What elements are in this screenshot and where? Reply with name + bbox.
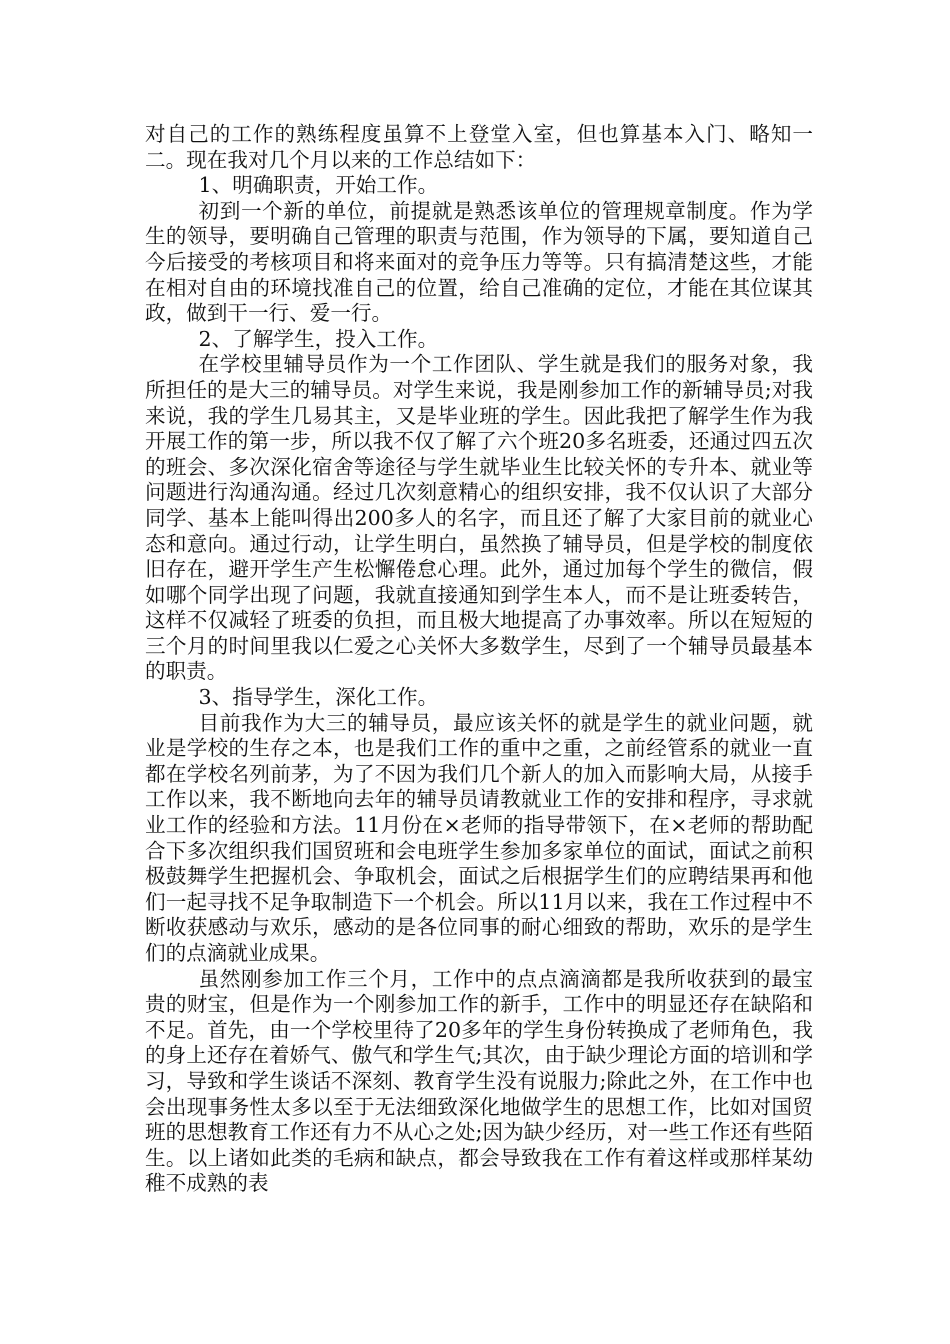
document-body [145, 122, 813, 1197]
body-paragraph: 初到一个新的单位，前提就是熟悉该单位的管理规章制度。作为学生的领导，要明确自己管理的职责与范围，作为领导的下属，要知道自己今后接受的考核项目和将来面对的竞争压力等等。只有搞清楚这些，才能在相对自由的环境找准自己的位置，给自己准确的定位，才能在其位谋其政，做到干一行、爱一行。 [145, 198, 813, 326]
intro-paragraph: 对自己的工作的熟练程度虽算不上登堂入室，但也算基本入门、略知一二。现在我对几个月以来的工作总结如下： [145, 122, 813, 172]
section-heading-1: 1、明确职责，开始工作。 [198, 173, 439, 198]
body-paragraph: 虽然刚参加工作三个月，工作中的点点滴滴都是我所收获到的最宝贵的财宝，但是作为一个刚参加工作的新手，工作中的明显还存在缺陷和不足。首先，由一个学校里待了20多年的学生身份转换成了老师角色，我的身上还存在着娇气、傲气和学生气;其次，由于缺少理论方面的培训和学习，导致和学生谈话不深刻、教育学生没有说服力;除此之外，在工作中也会出现事务性太多以至于无法细致深化地做学生的思想工作，比如对国贸班的思想教育工作还有力不从心之处;因为缺少经历，对一些工作还有些陌生。以上诸如此类的毛病和缺点，都会导致我在工作有着这样或那样某幼稚不成熟的表 [145, 966, 813, 1196]
section-heading-3: 3、指导学生，深化工作。 [198, 685, 439, 710]
section-heading-2: 2、了解学生，投入工作。 [198, 326, 439, 351]
body-paragraph: 在学校里辅导员作为一个工作团队、学生就是我们的服务对象，我所担任的是大三的辅导员。对学生来说，我是刚参加工作的新辅导员;对我来说，我的学生几易其主，又是毕业班的学生。因此我把了解学生作为我开展工作的第一步，所以我不仅了解了六个班20多名班委，还通过四五次的班会、多次深化宿舍等途径与学生就毕业生比较关怀的专升本、就业等问题进行沟通沟通。经过几次刻意精心的组织安排，我不仅认识了大部分同学、基本上能叫得出200多人的名字，而且还了解了大家目前的就业心态和意向。通过行动，让学生明白，虽然换了辅导员，但是学校的制度依旧存在，避开学生产生松懈倦怠心理。此外，通过加每个学生的微信，假如哪个同学出现了问题，我就直接通知到学生本人，而不是让班委转告，这样不仅减轻了班委的负担，而且极大地提高了办事效率。所以在短短的三个月的时间里我以仁爱之心关怀大多数学生，尽到了一个辅导员最基本的职责。 [145, 352, 813, 684]
body-paragraph: 目前我作为大三的辅导员，最应该关怀的就是学生的就业问题，就业是学校的生存之本，也是我们工作的重中之重，之前经管系的就业一直都在学校名列前茅，为了不因为我们几个新人的加入而影响大局，从接手工作以来，我不断地向去年的辅导员请教就业工作的安排和程序，寻求就业工作的经验和方法。11月份在×老师的指导带领下，在×老师的帮助配合下多次组织我们国贸班和会电班学生参加多家单位的面试，面试之前积极鼓舞学生把握机会、争取机会，面试之后根据学生们的应聘结果再和他们一起寻找不足争取制造下一个机会。所以11月以来，我在工作过程中不断收获感动与欢乐，感动的是各位同事的耐心细致的帮助，欢乐的是学生们的点滴就业成果。 [145, 710, 813, 965]
